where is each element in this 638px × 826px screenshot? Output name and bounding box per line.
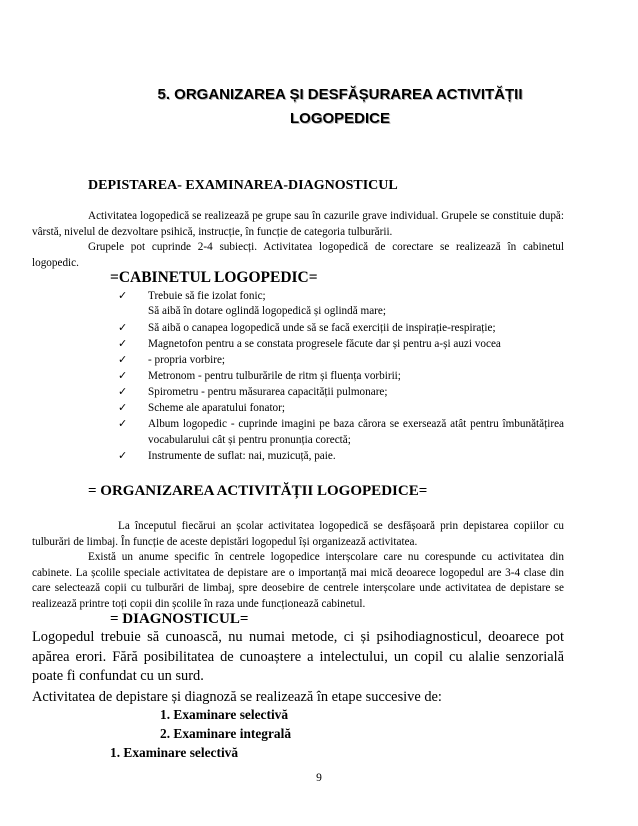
checkmark-icon: ✓: [118, 386, 128, 398]
etapa-list-item: 1. Examinare selectivă: [160, 707, 289, 722]
checkmark-icon: ✓: [118, 402, 128, 414]
page-number: 9: [316, 772, 322, 784]
checklist-item: ✓ Spirometru - pentru măsurarea capacității pulmonare;: [118, 385, 564, 401]
checklist-item: ✓ Trebuie să fie izolat fonic;: [118, 289, 564, 305]
checkmark-icon: ✓: [118, 450, 128, 462]
checkmark-icon: ✓: [118, 338, 128, 350]
checklist-item: ✓ Album logopedic - cuprinde imagini pe baza cărora se exersează atât pentru îmbunătățirea vocabularului cât și pentru pronunția corectă;: [118, 418, 564, 446]
checkmark-icon: ✓: [118, 290, 128, 302]
etapa-list-item: 2. Examinare integrală: [160, 726, 292, 741]
checkmark-icon: ✓: [118, 370, 128, 382]
subsection-heading-examinare: 1. Examinare selectivă: [110, 745, 239, 760]
paragraph-etape: Activitatea de depistare și diagnoză se realizează în etape succesive de:: [32, 689, 442, 705]
checkmark-icon: ✓: [118, 354, 128, 366]
chapter-title-line2: LOGOPEDICE: [289, 110, 390, 127]
section-heading-depistarea: DEPISTAREA- EXAMINAREA-DIAGNOSTICUL: [88, 178, 398, 193]
paragraph-grupe: Activitatea logopedică se realizează pe grupe sau în cazurile grave individual. Grupele se constituie după: vârstă, nivelul de dezvoltare psihică, instrucție, în funcție de categoria tulburării.: [32, 210, 564, 238]
checklist-item: ✓ Magnetofon pentru a se constata progresele făcute dar și pentru a-și auzi vocea: [118, 337, 564, 353]
section-heading-cabinet: =CABINETUL LOGOPEDIC=: [110, 269, 318, 286]
paragraph-centre: Există un anume specific în centrele logopedice interșcolare care nu corespunde cu activitatea din cabinete. La școlile speciale activitatea de depistare are o importanță mai mică deoarece logopedul are 3-4 clase din care selectează copii cu tulburări de limbaj, spre deosebire de centrele interșcolare unde activitatea de depistare se realizează printre toți copii din școlile în raza unde funcționează cabinetul.: [32, 551, 564, 610]
paragraph-psihodiagnostic: Logopedul trebuie să cunoască, nu numai metode, ci și psihodiagnosticul, deoarece pot apărea erori. Fără posibilitatea de cunoaștere a intelectului, un copil cu alalie senzorială poate fi confundat cu un surd.: [32, 629, 564, 684]
checklist-item: ✓ Metronom - pentru tulburările de ritm și fluența vorbirii;: [118, 369, 564, 385]
checkmark-icon: ✓: [118, 418, 128, 430]
section-heading-diagnosticul: = DIAGNOSTICUL=: [110, 611, 249, 627]
chapter-title-line1: 5. ORGANIZAREA ȘI DESFĂȘURAREA ACTIVITĂȚII: [157, 86, 523, 103]
checkmark-icon: ✓: [118, 322, 128, 334]
checklist-item: ✓ Instrumente de suflat: nai, muzicuță, paie.: [118, 449, 564, 465]
checklist-item: ✓ Să aibă o canapea logopedică unde să se facă exerciții de inspirație-respirație;: [118, 321, 564, 337]
section-heading-organizarea: = ORGANIZAREA ACTIVITĂȚII LOGOPEDICE=: [88, 483, 428, 499]
cabinet-plain-line: Să aibă în dotare oglindă logopedică și oglindă mare;: [148, 305, 386, 317]
paragraph-inceputul: La începutul fiecărui an școlar activitatea logopedică se desfășoară prin depistarea copiilor cu tulburări de limbaj. În funcție de aceste depistări logopedul își organizează activitatea.: [32, 520, 564, 548]
paragraph-subiecti: Grupele pot cuprinde 2-4 subiecți. Activitatea logopedică de corectare se realizează în cabinetul logopedic.: [32, 241, 564, 269]
checklist-item: ✓ Scheme ale aparatului fonator;: [118, 401, 564, 417]
checklist-item: ✓ - propria vorbire;: [118, 353, 564, 369]
